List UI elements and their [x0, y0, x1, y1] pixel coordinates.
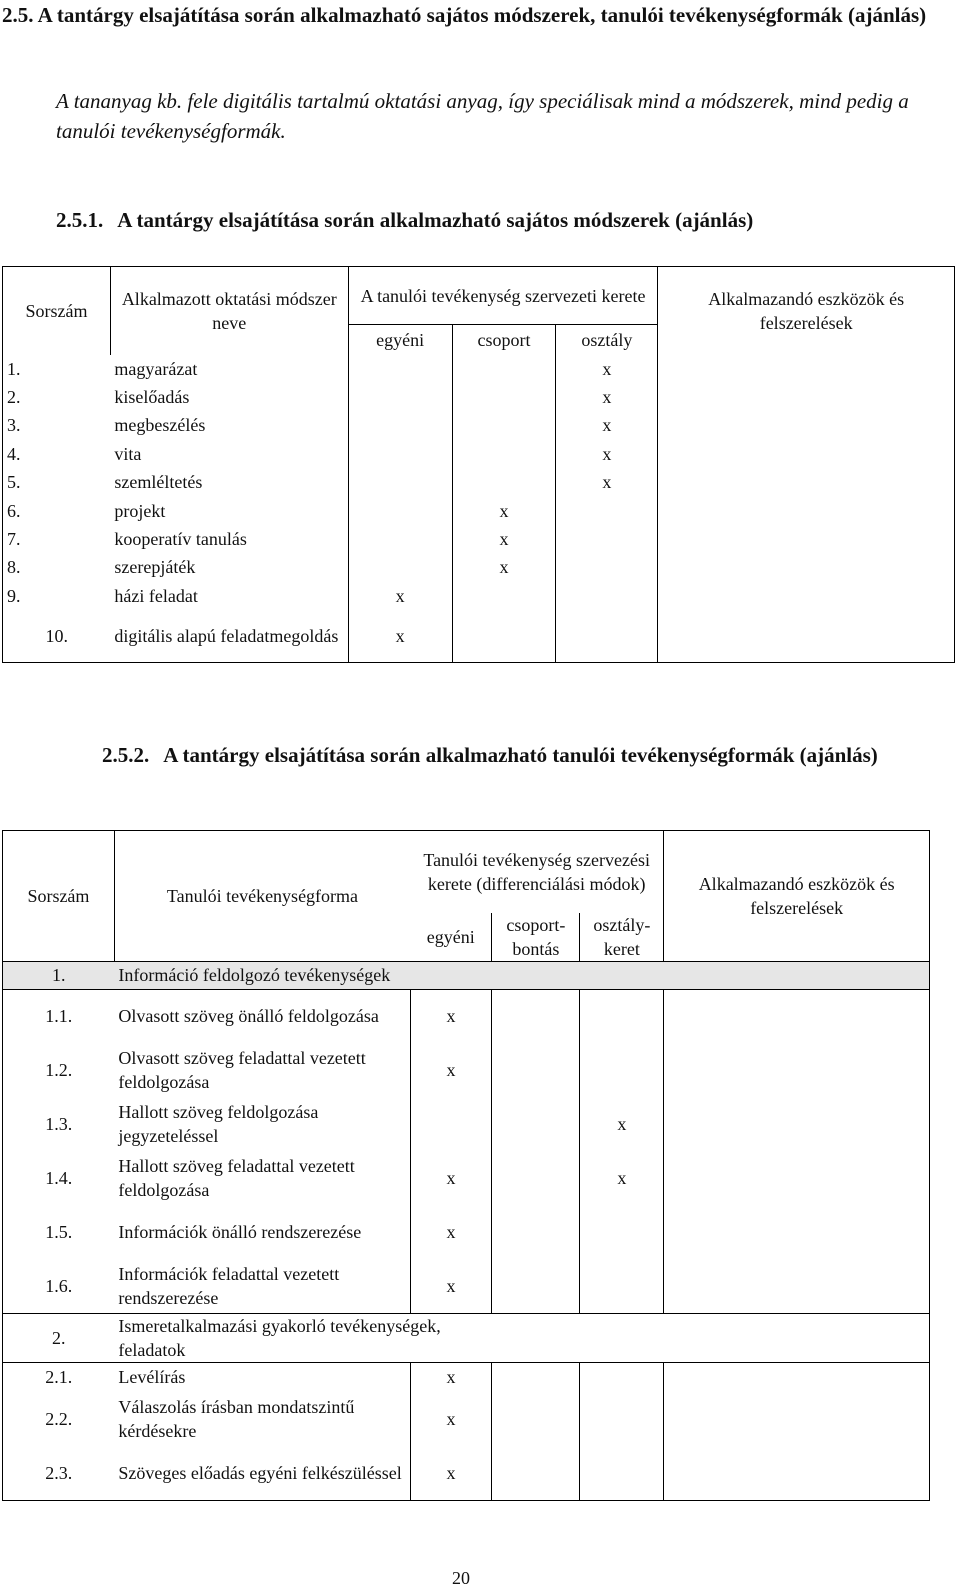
osztaly-mark	[580, 1043, 664, 1097]
tools-cell	[664, 1392, 930, 1446]
tools-cell	[664, 1362, 930, 1392]
tools-cell	[658, 496, 955, 524]
activity-name: Hallott szöveg feldolgozása jegyzeteléssel	[114, 1097, 410, 1151]
method-name: házi feladat	[110, 582, 348, 610]
group-filler	[664, 961, 930, 989]
header-egyeni: egyéni	[410, 913, 492, 962]
tools-cell	[664, 989, 930, 1043]
egyeni-mark	[348, 468, 452, 496]
csoport-mark	[452, 383, 556, 411]
csoport-mark	[492, 1362, 580, 1392]
group-filler	[492, 1313, 580, 1362]
row-number: 3.	[3, 411, 111, 439]
tools-cell	[658, 525, 955, 553]
header-osztaly: osztály	[556, 325, 658, 355]
row-number: 1.1.	[3, 989, 115, 1043]
row-number: 2.	[3, 383, 111, 411]
table-row	[3, 355, 955, 383]
method-name: projekt	[110, 496, 348, 524]
row-number: 1.6.	[3, 1259, 115, 1313]
egyeni-mark: x	[410, 1392, 492, 1446]
subsection-heading-activities	[102, 740, 954, 770]
osztaly-mark	[580, 989, 664, 1043]
tools-cell	[664, 1446, 930, 1500]
method-name: digitális alapú feladatmegoldás	[110, 610, 348, 662]
tools-cell	[664, 1205, 930, 1259]
method-name: kiselőadás	[110, 383, 348, 411]
egyeni-mark	[348, 383, 452, 411]
table-row	[3, 1043, 930, 1097]
methods-table	[2, 266, 955, 663]
csoport-mark: x	[452, 525, 556, 553]
method-name: kooperatív tanulás	[110, 525, 348, 553]
group-number: 1.	[3, 961, 115, 989]
group-filler	[492, 961, 580, 989]
subsection-number: 2.5.2.	[102, 743, 150, 767]
tools-cell	[658, 468, 955, 496]
csoport-mark	[492, 1205, 580, 1259]
csoport-mark	[492, 1151, 580, 1205]
table-row	[3, 1362, 930, 1392]
table-row	[3, 468, 955, 496]
group-filler	[580, 961, 664, 989]
egyeni-mark: x	[410, 1446, 492, 1500]
header-csoport: csoport	[452, 325, 556, 355]
egyeni-mark	[348, 496, 452, 524]
section-heading: 2.5. A tantárgy elsajátítása során alkalmazható sajátos módszerek, tanulói tevékenységformák (ajánlás)	[2, 3, 927, 27]
header-tools: Alkalmazandó eszközök és felszerelések	[664, 831, 930, 962]
csoport-mark	[492, 1446, 580, 1500]
tools-cell	[658, 355, 955, 383]
osztaly-mark	[556, 582, 658, 610]
csoport-mark	[452, 355, 556, 383]
osztaly-mark: x	[580, 1151, 664, 1205]
activity-name: Információk feladattal vezetett rendszerezése	[114, 1259, 410, 1313]
row-number: 1.4.	[3, 1151, 115, 1205]
egyeni-mark: x	[410, 1043, 492, 1097]
methods-table-body	[3, 355, 955, 663]
header-org-frame: A tanulói tevékenység szervezeti kerete	[348, 267, 658, 325]
csoport-mark	[492, 1097, 580, 1151]
subsection-title: A tantárgy elsajátítása során alkalmazható tanulói tevékenységformák (ajánlás)	[163, 743, 878, 767]
csoport-mark	[452, 610, 556, 662]
egyeni-mark	[348, 525, 452, 553]
csoport-mark	[452, 468, 556, 496]
group-name: Ismeretalkalmazási gyakorló tevékenységek, feladatok	[114, 1313, 492, 1362]
header-osztaly: osztály-keret	[580, 913, 664, 962]
osztaly-mark: x	[556, 411, 658, 439]
activity-name: Hallott szöveg feladattal vezetett feldolgozása	[114, 1151, 410, 1205]
csoport-mark	[452, 440, 556, 468]
row-number: 1.3.	[3, 1097, 115, 1151]
activity-name: Válaszolás írásban mondatszintű kérdésekre	[114, 1392, 410, 1446]
table-row	[3, 1097, 930, 1151]
osztaly-mark: x	[556, 440, 658, 468]
header-egyeni: egyéni	[348, 325, 452, 355]
row-number: 1.5.	[3, 1205, 115, 1259]
osztaly-mark	[556, 553, 658, 581]
table-row	[3, 411, 955, 439]
row-number: 10.	[3, 610, 111, 662]
row-number: 4.	[3, 440, 111, 468]
activities-table-body	[3, 961, 930, 1500]
row-number: 2.3.	[3, 1446, 115, 1500]
row-number: 5.	[3, 468, 111, 496]
egyeni-mark: x	[410, 1151, 492, 1205]
activities-table	[2, 830, 930, 1501]
table-row	[3, 383, 955, 411]
group-filler	[580, 1313, 664, 1362]
header-csoport: csoport-bontás	[492, 913, 580, 962]
osztaly-mark: x	[580, 1097, 664, 1151]
subsection-number: 2.5.1.	[56, 208, 104, 232]
table-row	[3, 1446, 930, 1500]
egyeni-mark	[348, 355, 452, 383]
tools-cell	[664, 1043, 930, 1097]
egyeni-mark	[348, 411, 452, 439]
osztaly-mark	[580, 1362, 664, 1392]
header-sorszam: Sorszám	[3, 267, 111, 355]
intro-paragraph: A tananyag kb. fele digitális tartalmú oktatási anyag, így speciálisak mind a módszerek, mind pedig a tanulói tevékenységformák.	[56, 89, 909, 143]
csoport-mark	[452, 411, 556, 439]
method-name: vita	[110, 440, 348, 468]
group-filler	[664, 1313, 930, 1362]
row-number: 1.	[3, 355, 111, 383]
subsection-title: A tantárgy elsajátítása során alkalmazható sajátos módszerek (ajánlás)	[117, 208, 754, 232]
egyeni-mark	[410, 1097, 492, 1151]
header-org-frame: Tanulói tevékenység szervezési kerete (differenciálási módok)	[410, 831, 664, 913]
osztaly-mark	[580, 1392, 664, 1446]
egyeni-mark: x	[410, 1205, 492, 1259]
osztaly-mark: x	[556, 468, 658, 496]
osztaly-mark	[556, 610, 658, 662]
group-row	[3, 961, 930, 989]
activity-name: Olvasott szöveg önálló feldolgozása	[114, 989, 410, 1043]
egyeni-mark: x	[410, 989, 492, 1043]
table-row	[3, 1259, 930, 1313]
table-row	[3, 525, 955, 553]
csoport-mark	[452, 582, 556, 610]
tools-cell	[658, 582, 955, 610]
tools-cell	[664, 1259, 930, 1313]
osztaly-mark	[556, 525, 658, 553]
tools-cell	[658, 440, 955, 468]
activity-name: Információk önálló rendszerezése	[114, 1205, 410, 1259]
subsection-heading-methods	[56, 206, 942, 234]
csoport-mark: x	[452, 553, 556, 581]
osztaly-mark	[580, 1446, 664, 1500]
csoport-mark	[492, 1392, 580, 1446]
row-number: 7.	[3, 525, 111, 553]
table-row	[3, 496, 955, 524]
osztaly-mark	[580, 1205, 664, 1259]
osztaly-mark	[580, 1259, 664, 1313]
group-name: Információ feldolgozó tevékenységek	[114, 961, 492, 989]
osztaly-mark: x	[556, 383, 658, 411]
row-number: 6.	[3, 496, 111, 524]
tools-cell	[658, 610, 955, 662]
egyeni-mark: x	[410, 1362, 492, 1392]
tools-cell	[664, 1151, 930, 1205]
row-number: 2.1.	[3, 1362, 115, 1392]
csoport-mark: x	[452, 496, 556, 524]
row-number: 1.2.	[3, 1043, 115, 1097]
tools-cell	[658, 553, 955, 581]
group-row	[3, 1313, 930, 1362]
header-method-name: Alkalmazott oktatási módszer neve	[110, 267, 348, 355]
row-number: 8.	[3, 553, 111, 581]
tools-cell	[664, 1097, 930, 1151]
row-number: 2.2.	[3, 1392, 115, 1446]
osztaly-mark: x	[556, 355, 658, 383]
method-name: magyarázat	[110, 355, 348, 383]
header-sorszam: Sorszám	[3, 831, 115, 962]
activity-name: Olvasott szöveg feladattal vezetett feldolgozása	[114, 1043, 410, 1097]
table-row	[3, 610, 955, 662]
table-row	[3, 582, 955, 610]
method-name: szemléltetés	[110, 468, 348, 496]
egyeni-mark: x	[410, 1259, 492, 1313]
method-name: szerepjáték	[110, 553, 348, 581]
tools-cell	[658, 411, 955, 439]
page-number: 20	[452, 1568, 470, 1588]
osztaly-mark	[556, 496, 658, 524]
header-tools: Alkalmazandó eszközök és felszerelések	[658, 267, 955, 355]
header-activity-form: Tanulói tevékenységforma	[114, 831, 410, 962]
egyeni-mark: x	[348, 582, 452, 610]
table-row	[3, 553, 955, 581]
tools-cell	[658, 383, 955, 411]
csoport-mark	[492, 1259, 580, 1313]
table-row	[3, 1205, 930, 1259]
egyeni-mark	[348, 553, 452, 581]
table-row	[3, 1151, 930, 1205]
table-row	[3, 989, 930, 1043]
egyeni-mark	[348, 440, 452, 468]
csoport-mark	[492, 1043, 580, 1097]
activity-name: Szöveges előadás egyéni felkészüléssel	[114, 1446, 410, 1500]
table-row	[3, 440, 955, 468]
egyeni-mark: x	[348, 610, 452, 662]
group-number: 2.	[3, 1313, 115, 1362]
row-number: 9.	[3, 582, 111, 610]
method-name: megbeszélés	[110, 411, 348, 439]
csoport-mark	[492, 989, 580, 1043]
table-row	[3, 1392, 930, 1446]
activity-name: Levélírás	[114, 1362, 410, 1392]
